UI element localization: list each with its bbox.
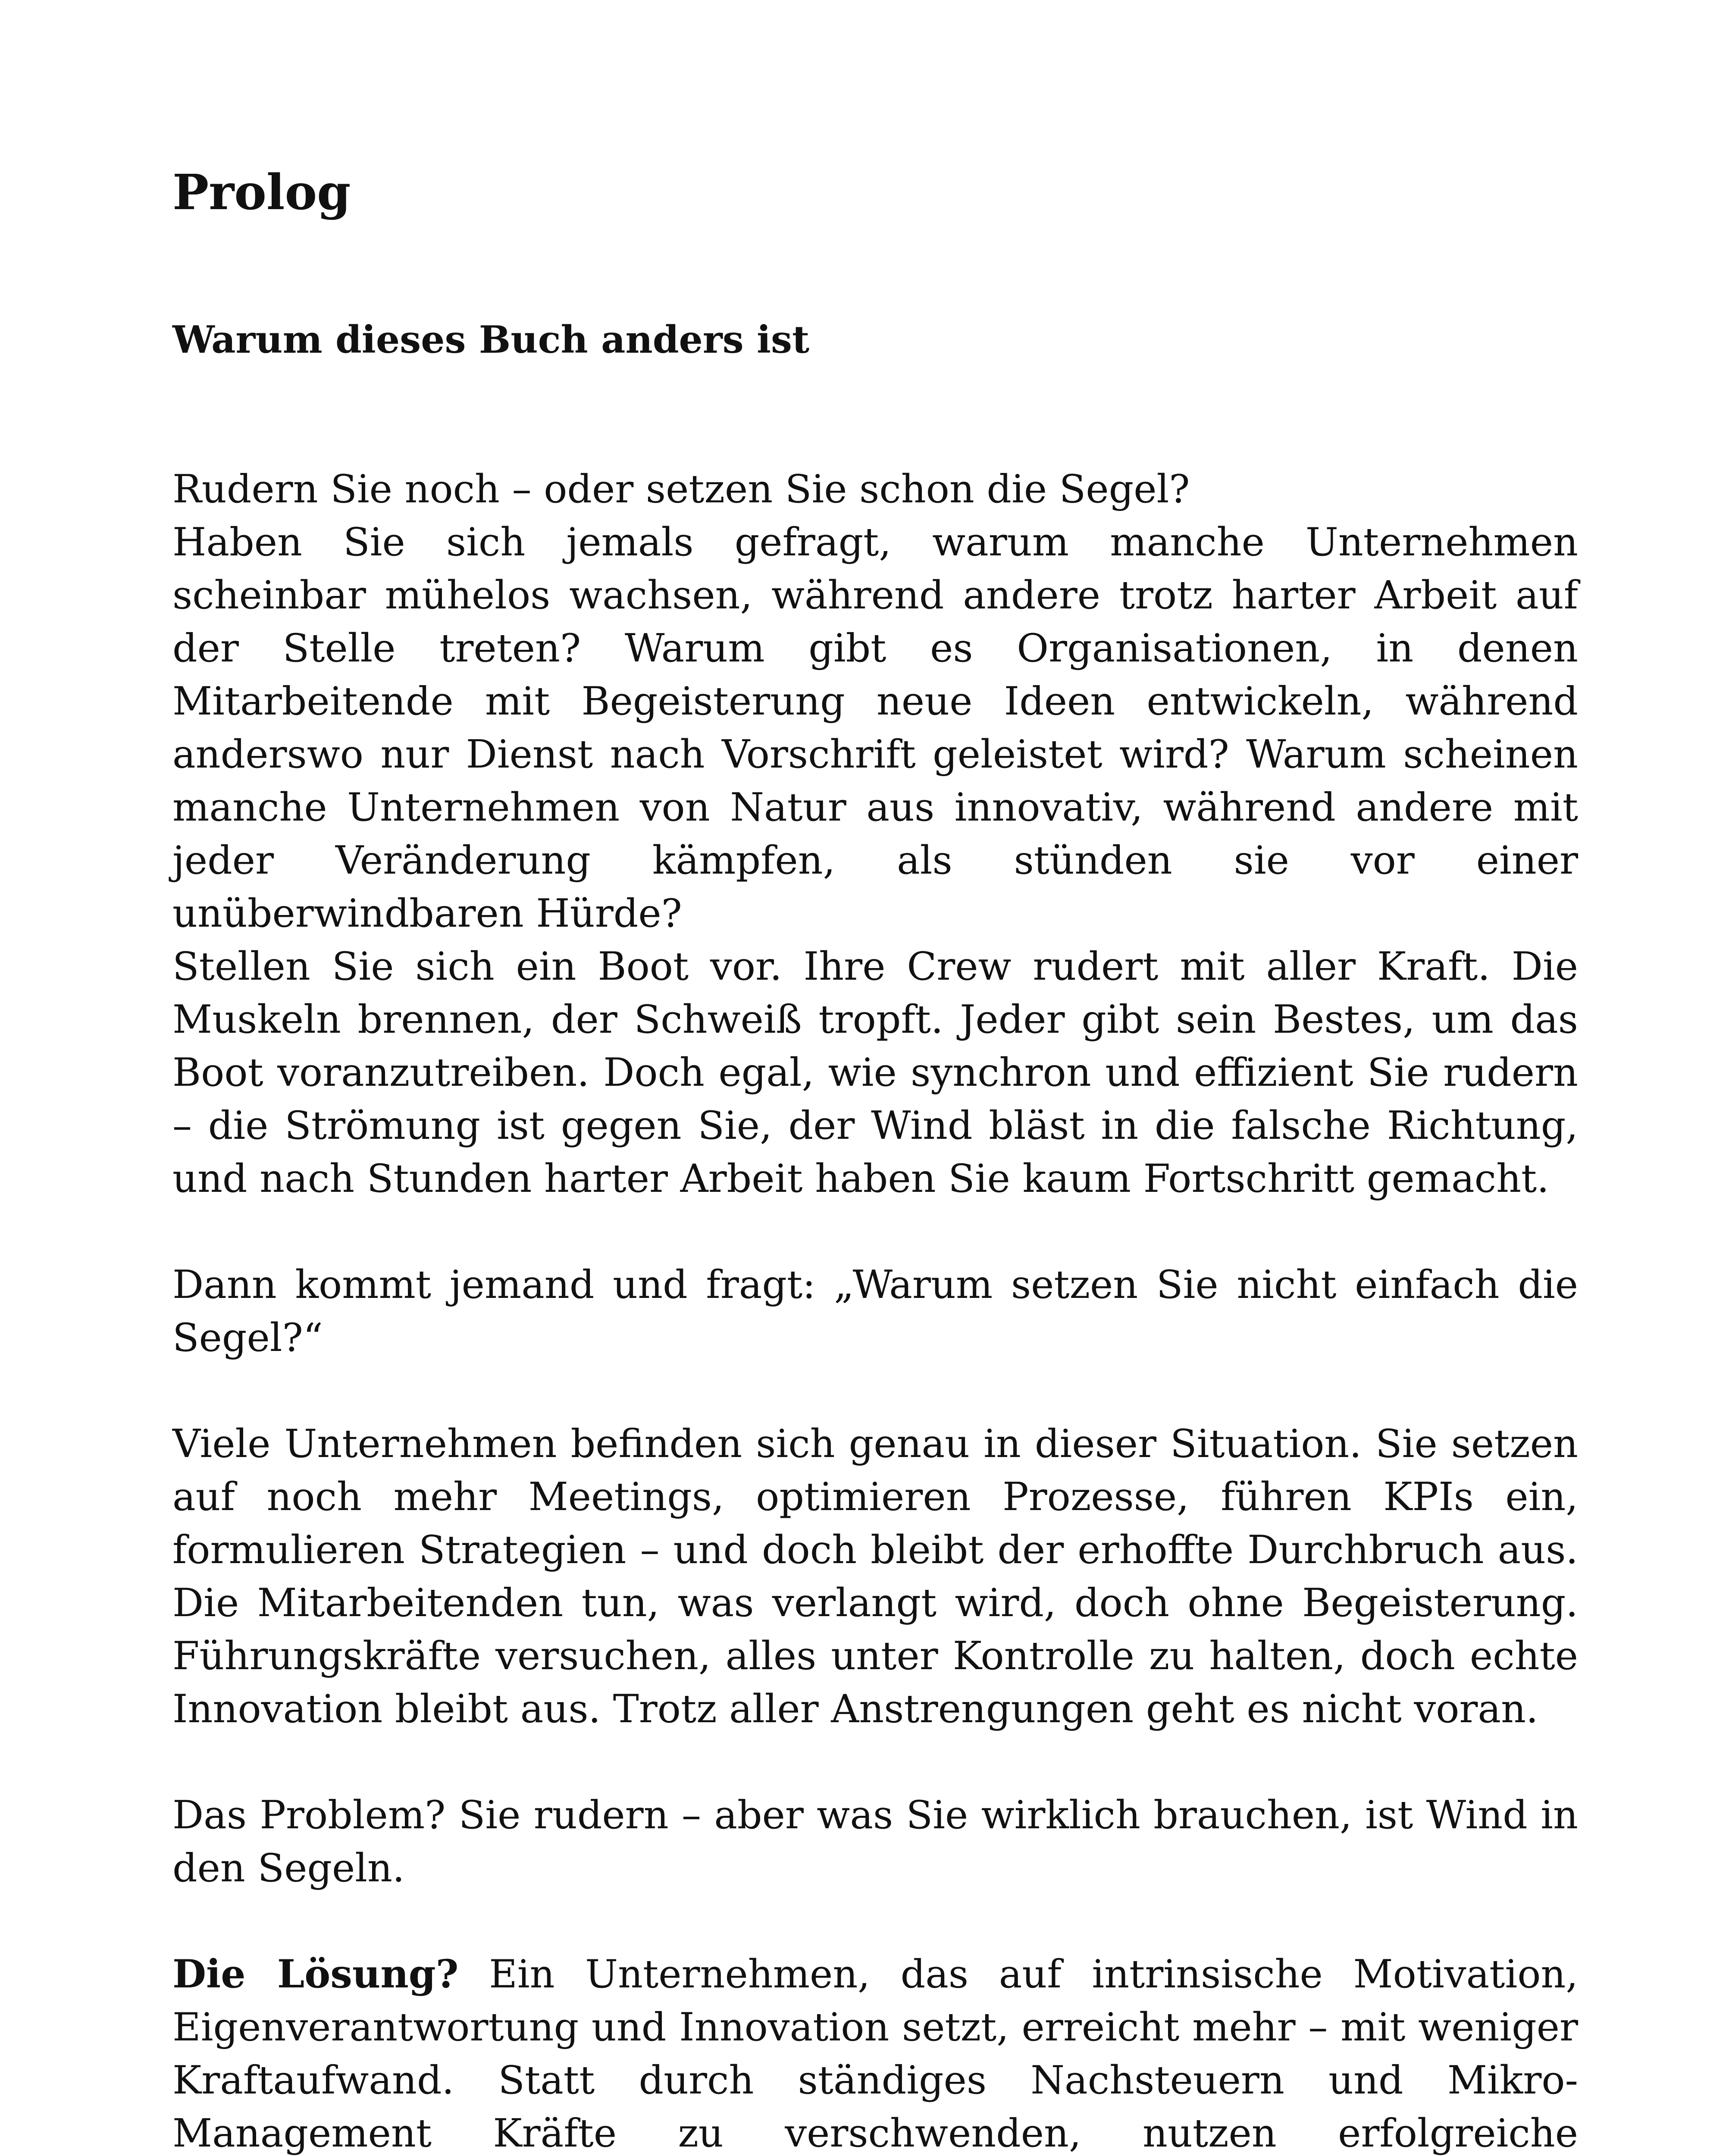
paragraph-boat: Stellen Sie sich ein Boot vor. Ihre Crew rudert mit aller Kraft. Die Muskeln brennen, der Schweiß tropft. Jeder gibt sein Bestes, um das Boot voranzutreiben. Doch egal, wie synchron und effizient Sie rudern – die Strömung ist gegen Sie, der Wind bläst in die falsche Richtung, und nach Stunden harter Arbeit haben Sie kaum Fortschritt gemacht. (172, 943, 1578, 1201)
section-subtitle: Warum dieses Buch anders ist (172, 317, 810, 362)
paragraph-problem: Das Problem? Sie rudern – aber was Sie wirklich brauchen, ist Wind in den Segeln. (172, 1792, 1578, 1891)
solution-text: Ein Unternehmen, das auf intrinsische Motivation, Eigenverantwortung und Innovation setzt, erreicht mehr – mit weniger Kraftaufwand. Statt durch ständiges Nachsteuern und Mikro-Management Kräfte zu verschwenden, nutzen erfolgreiche (172, 1951, 1579, 2156)
prolog-body (172, 463, 1578, 2156)
paragraph-solution (172, 1948, 1578, 2156)
paragraph-question: Rudern Sie noch – oder setzen Sie schon die Segel? (172, 466, 1190, 512)
paragraph-companies: Viele Unternehmen befinden sich genau in dieser Situation. Sie setzen auf noch mehr Meetings, optimieren Prozesse, führen KPIs ein, formulieren Strategien – und doch bleibt der erhoffte Durchbruch aus. Die Mitarbeitenden tun, was verlangt wird, doch ohne Begeisterung. Führungskräfte versuchen, alles unter Kontrolle zu halten, doch echte Innovation bleibt aus. Trotz aller Anstrengungen geht es nicht voran. (172, 1421, 1578, 1732)
paragraph-sails: Dann kommt jemand und fragt: „Warum setzen Sie nicht einfach die Segel?“ (172, 1262, 1578, 1360)
solution-lead: Die Lösung? (172, 1951, 459, 1997)
chapter-title: Prolog (172, 164, 351, 221)
book-page (172, 164, 1578, 2156)
paragraph-why: Haben Sie sich jemals gefragt, warum manche Unternehmen scheinbar mühelos wachsen, während andere trotz harter Arbeit auf der Stelle treten? Warum gibt es Organisationen, in denen Mitarbeitende mit Begeisterung neue Ideen entwickeln, während anderswo nur Dienst nach Vorschrift geleistet wird? Warum scheinen manche Unternehmen von Natur aus innovativ, während andere mit jeder Veränderung kämpfen, als stünden sie vor einer unüberwindbaren Hürde? (172, 519, 1578, 936)
